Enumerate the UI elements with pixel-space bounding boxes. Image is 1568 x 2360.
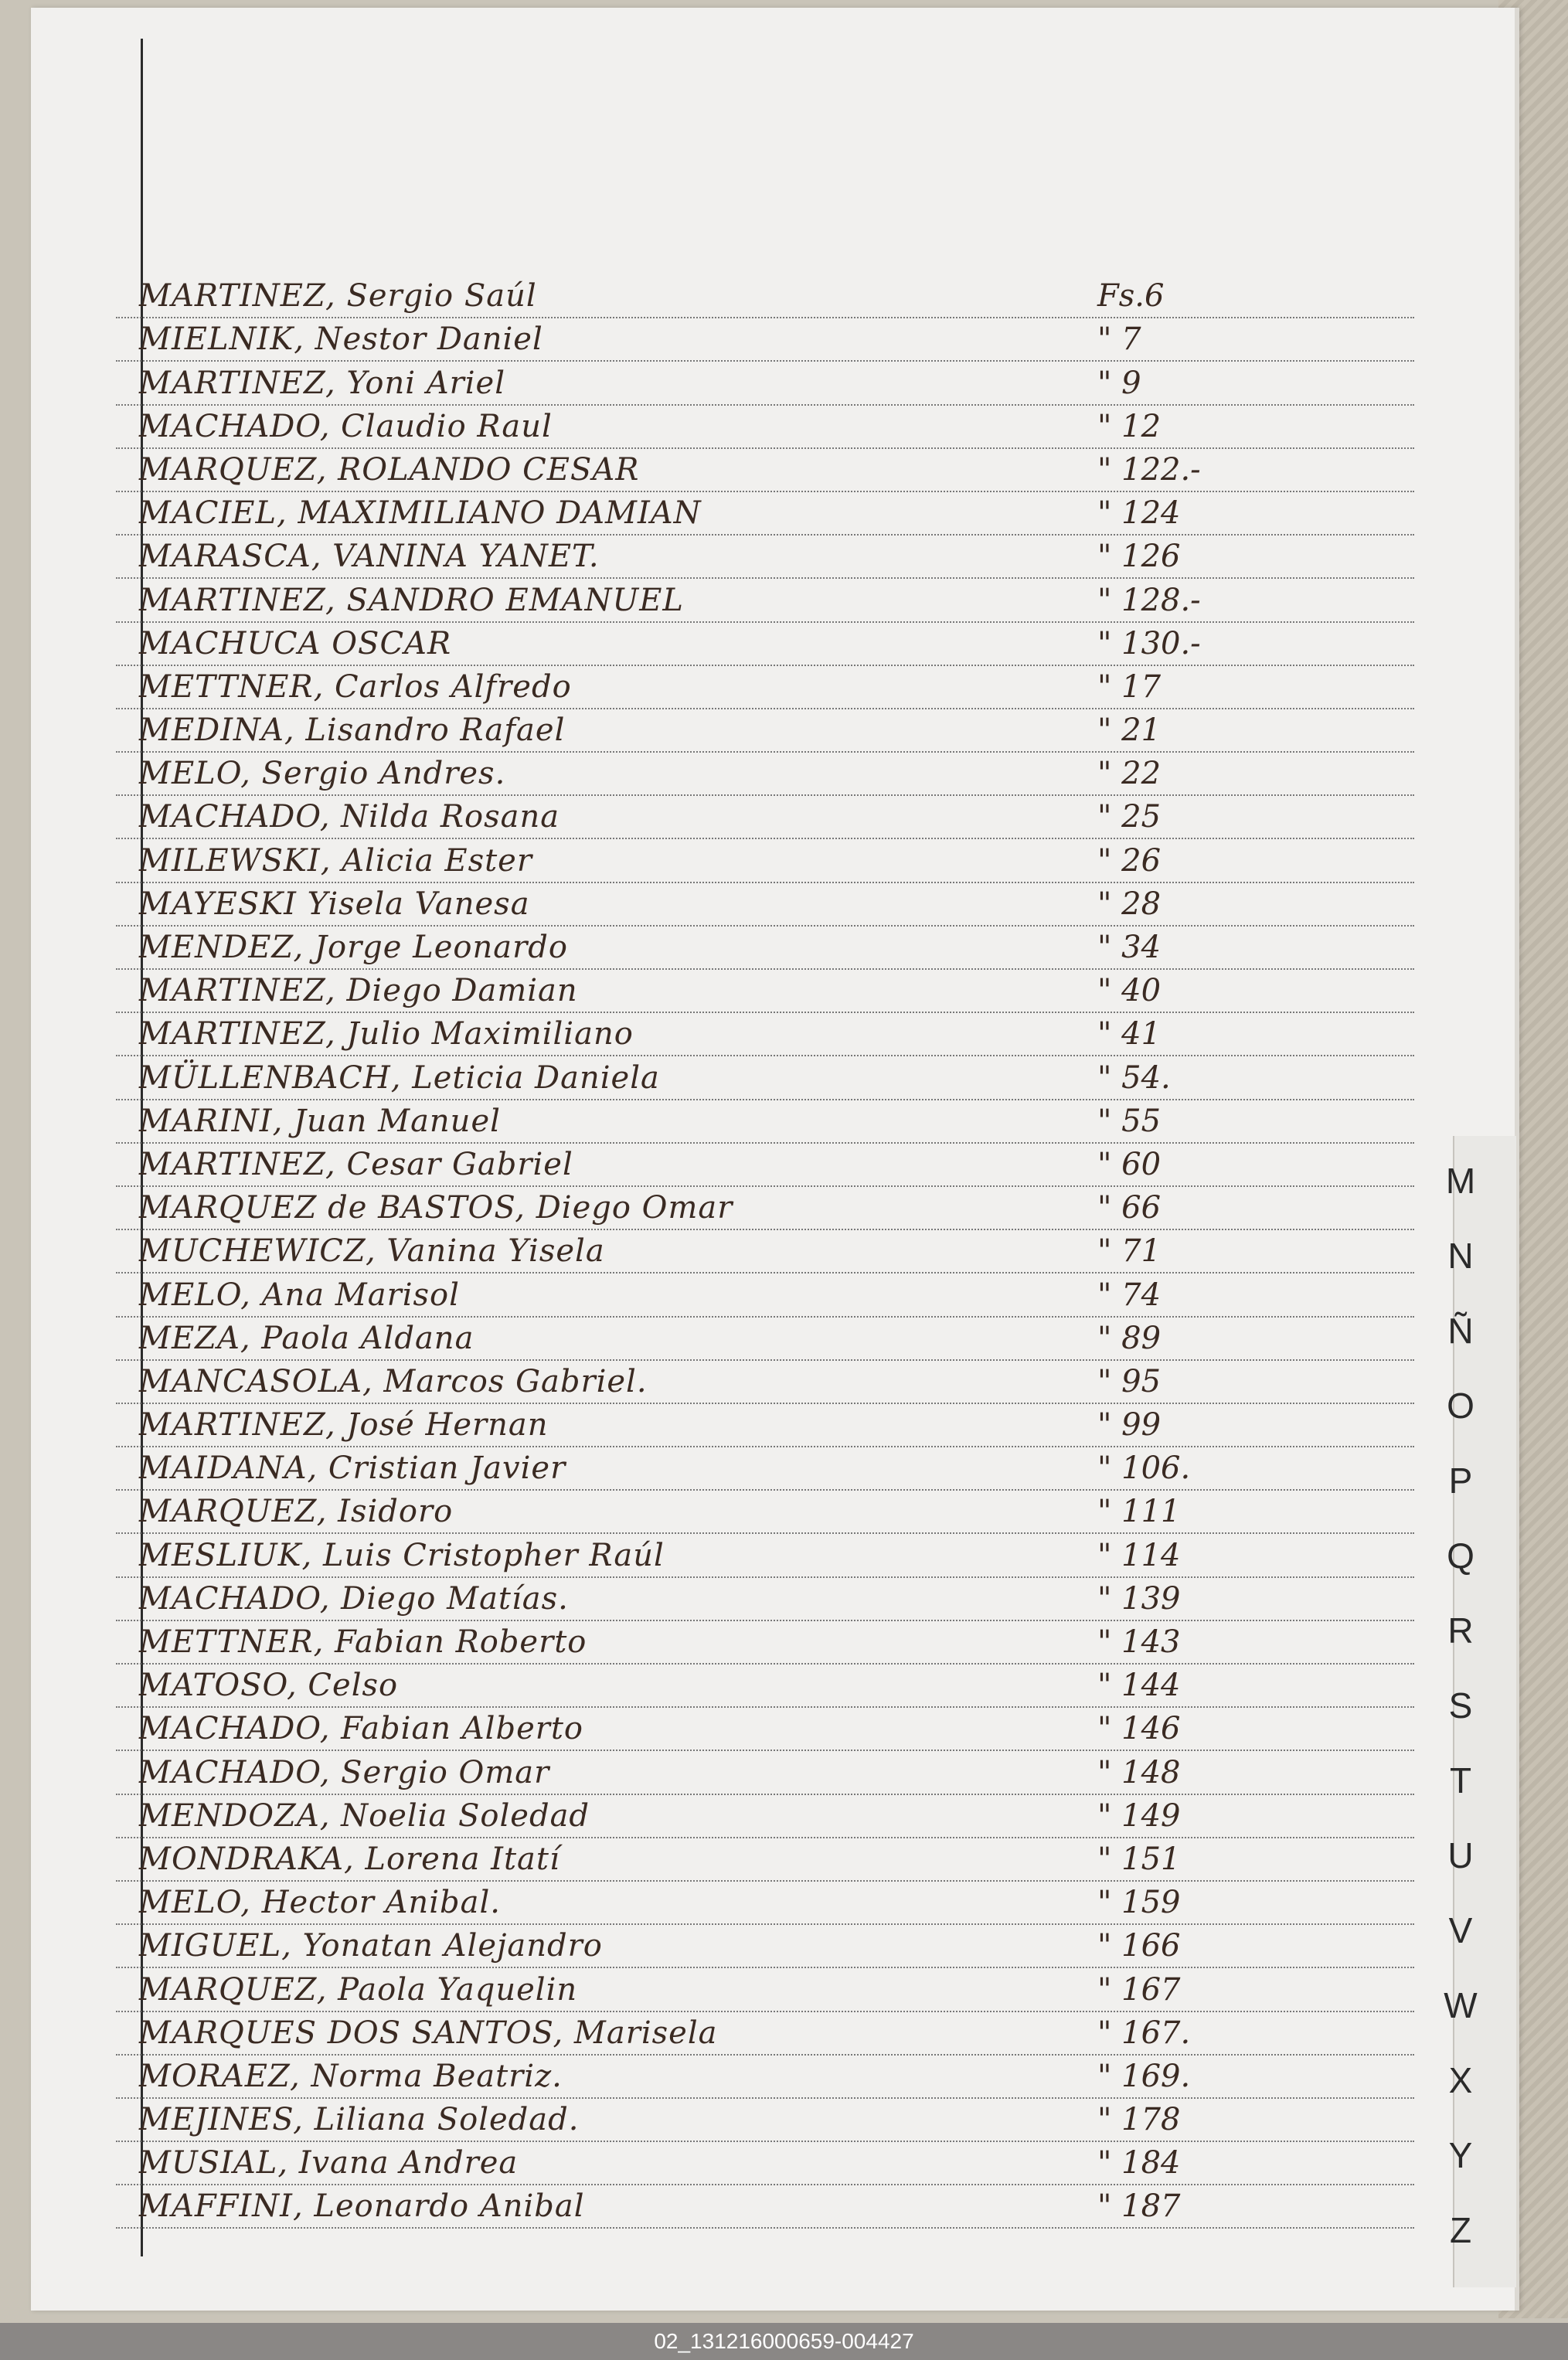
ledger-row xyxy=(116,1925,1414,1968)
ledger-row xyxy=(116,1838,1414,1882)
entry-folio: " 7 xyxy=(1097,321,1141,358)
entry-folio: " 89 xyxy=(1097,1320,1162,1356)
entry-folio: " 122.- xyxy=(1097,451,1201,488)
index-tab-letter[interactable]: Ñ xyxy=(1447,1311,1474,1351)
ledger-row xyxy=(116,2056,1414,2099)
entry-name: METTNER, Carlos Alfredo xyxy=(139,668,572,705)
alphabet-index xyxy=(1437,1144,1484,2268)
entry-name: MARTINEZ, Julio Maximiliano xyxy=(139,1016,634,1052)
ledger-row xyxy=(116,1187,1414,1230)
index-tab-letter[interactable]: X xyxy=(1448,2060,1473,2100)
index-tab-letter[interactable]: U xyxy=(1447,1835,1474,1875)
ledger-row xyxy=(116,1274,1414,1317)
ledger-row xyxy=(116,362,1414,405)
ledger-row xyxy=(116,1013,1414,1056)
entry-name: MONDRAKA, Lorena Itatí xyxy=(139,1841,560,1877)
entry-folio: " 151 xyxy=(1097,1841,1181,1877)
ledger-row xyxy=(116,536,1414,579)
ledger-row xyxy=(116,970,1414,1013)
index-tab-letter[interactable]: Q xyxy=(1447,1535,1474,1576)
entry-name: MIELNIK, Nestor Daniel xyxy=(139,321,543,358)
entry-name: MAFFINI, Leonardo Anibal xyxy=(139,2188,585,2225)
entry-name: MAIDANA, Cristian Javier xyxy=(139,1450,566,1487)
entry-folio: " 128.- xyxy=(1097,582,1201,618)
entry-name: MARTINEZ, Cesar Gabriel xyxy=(139,1146,573,1182)
ledger-row xyxy=(116,1708,1414,1751)
ledger-row xyxy=(116,927,1414,970)
ledger-row xyxy=(116,709,1414,753)
ledger-row xyxy=(116,753,1414,796)
entry-folio: " 26 xyxy=(1097,842,1162,879)
entry-name: MUSIAL, Ivana Andrea xyxy=(139,2145,519,2181)
entry-folio: " 187 xyxy=(1097,2188,1181,2225)
ledger-row xyxy=(116,2142,1414,2185)
ledger-row xyxy=(116,1100,1414,1144)
ledger-row xyxy=(116,275,1414,318)
entry-name: MEJINES, Liliana Soledad. xyxy=(139,2102,580,2138)
entry-name: MACHADO, Claudio Raul xyxy=(139,408,553,444)
index-tab-letter[interactable]: N xyxy=(1447,1236,1474,1276)
entry-folio: " 124 xyxy=(1097,495,1181,532)
entry-folio: " 146 xyxy=(1097,1711,1181,1747)
index-tab-letter[interactable]: M xyxy=(1445,1161,1476,1201)
ledger-row xyxy=(116,1144,1414,1187)
entry-name: MÜLLENBACH, Leticia Daniela xyxy=(139,1059,660,1096)
entry-name: MACIEL, MAXIMILIANO DAMIAN xyxy=(139,495,702,532)
ledger-row xyxy=(116,318,1414,362)
entry-folio: " 54. xyxy=(1097,1059,1171,1096)
entry-name: MIGUEL, Yonatan Alejandro xyxy=(139,1928,603,1964)
ledger-row xyxy=(116,1447,1414,1491)
entry-name: MARQUEZ de BASTOS, Diego Omar xyxy=(139,1190,733,1226)
entry-name: MENDOZA, Noelia Soledad xyxy=(139,1797,590,1834)
entry-folio: " 111 xyxy=(1097,1494,1181,1530)
index-tab-letter[interactable]: S xyxy=(1448,1685,1473,1726)
entry-name: MATOSO, Celso xyxy=(139,1668,399,1704)
ledger-row xyxy=(116,623,1414,666)
ledger-row xyxy=(116,449,1414,492)
entry-name: MARASCA, VANINA YANET. xyxy=(139,539,600,575)
entry-name: MARTINEZ, José Hernan xyxy=(139,1407,549,1444)
entry-folio: " 71 xyxy=(1097,1233,1162,1270)
image-caption: 02_131216000659-004427 xyxy=(0,2323,1568,2360)
entry-folio: " 60 xyxy=(1097,1146,1162,1182)
ledger-row xyxy=(116,796,1414,839)
ledger-row xyxy=(116,1665,1414,1708)
ledger-row xyxy=(116,1056,1414,1100)
ledger-row xyxy=(116,2185,1414,2229)
ledger-row xyxy=(116,1751,1414,1794)
index-tab-letter[interactable]: R xyxy=(1447,1610,1474,1651)
entry-name: MARTINEZ, SANDRO EMANUEL xyxy=(139,582,684,618)
index-tab-letter[interactable]: Y xyxy=(1448,2135,1473,2175)
entry-folio: " 25 xyxy=(1097,799,1162,835)
entry-folio: " 28 xyxy=(1097,886,1162,922)
entry-name: METTNER, Fabian Roberto xyxy=(139,1624,587,1660)
ledger-row xyxy=(116,2012,1414,2056)
entry-name: MARINI, Juan Manuel xyxy=(139,1103,501,1139)
index-tab-letter[interactable]: O xyxy=(1447,1386,1474,1426)
ledger-row xyxy=(116,1795,1414,1838)
ledger-row xyxy=(116,1882,1414,1925)
ledger-row xyxy=(116,579,1414,622)
ledger-row xyxy=(116,1968,1414,2011)
entry-name: MELO, Ana Marisol xyxy=(139,1277,460,1313)
ledger-row xyxy=(116,883,1414,927)
entry-name: MARTINEZ, Sergio Saúl xyxy=(139,278,537,315)
index-tab-letter[interactable]: Z xyxy=(1449,2210,1472,2250)
entry-name: MARQUEZ, ROLANDO CESAR xyxy=(139,451,640,488)
entry-name: MACHUCA OSCAR xyxy=(139,625,452,661)
ledger-row xyxy=(116,666,1414,709)
index-tab-letter[interactable]: W xyxy=(1444,1985,1478,2025)
entry-folio: " 9 xyxy=(1097,365,1141,401)
entry-folio: " 139 xyxy=(1097,1580,1181,1617)
entry-name: MARTINEZ, Yoni Ariel xyxy=(139,365,506,401)
entry-name: MACHADO, Fabian Alberto xyxy=(139,1711,584,1747)
entry-name: MARQUEZ, Isidoro xyxy=(139,1494,454,1530)
entry-folio: " 99 xyxy=(1097,1407,1162,1444)
ledger-row xyxy=(116,1318,1414,1361)
entry-folio: " 169. xyxy=(1097,2058,1191,2094)
entry-name: MAYESKI Yisela Vanesa xyxy=(139,886,530,922)
ledger-row xyxy=(116,1491,1414,1534)
entry-name: MELO, Hector Anibal. xyxy=(139,1885,501,1921)
entry-folio: " 12 xyxy=(1097,408,1162,444)
entry-folio: " 74 xyxy=(1097,1277,1162,1313)
entry-folio: " 167. xyxy=(1097,2015,1191,2051)
entry-folio: " 55 xyxy=(1097,1103,1162,1139)
entry-folio: " 66 xyxy=(1097,1190,1162,1226)
entry-folio: " 178 xyxy=(1097,2102,1181,2138)
entry-name: MACHADO, Sergio Omar xyxy=(139,1754,550,1790)
entry-folio: " 21 xyxy=(1097,712,1162,749)
entry-name: MEDINA, Lisandro Rafael xyxy=(139,712,566,749)
ledger-row xyxy=(116,492,1414,536)
ledger-row xyxy=(116,1534,1414,1577)
entry-name: MELO, Sergio Andres. xyxy=(139,756,506,792)
entry-name: MEZA, Paola Aldana xyxy=(139,1320,474,1356)
entry-name: MESLIUK, Luis Cristopher Raúl xyxy=(139,1537,665,1573)
entry-folio: " 40 xyxy=(1097,973,1162,1009)
entry-folio: " 106. xyxy=(1097,1450,1191,1487)
entry-folio: " 184 xyxy=(1097,2145,1181,2181)
ledger-row xyxy=(116,1230,1414,1274)
entry-name: MACHADO, Diego Matías. xyxy=(139,1580,569,1617)
ledger-row xyxy=(116,1361,1414,1404)
ledger-row xyxy=(116,1404,1414,1447)
entry-name: MORAEZ, Norma Beatriz. xyxy=(139,2058,563,2094)
entry-name: MARTINEZ, Diego Damian xyxy=(139,973,578,1009)
entry-name: MENDEZ, Jorge Leonardo xyxy=(139,930,568,965)
entry-folio: " 114 xyxy=(1097,1537,1181,1573)
entry-folio: " 130.- xyxy=(1097,625,1201,661)
ledger-row xyxy=(116,1621,1414,1665)
entry-folio: " 149 xyxy=(1097,1797,1181,1834)
index-tab-letter[interactable]: T xyxy=(1449,1760,1472,1801)
entry-folio: " 41 xyxy=(1097,1016,1162,1052)
entry-name: MARQUEZ, Paola Yaquelin xyxy=(139,1971,578,2008)
ledger-row xyxy=(116,839,1414,882)
entry-folio: " 148 xyxy=(1097,1754,1181,1790)
ledger-row xyxy=(116,1578,1414,1621)
entry-folio: " 95 xyxy=(1097,1363,1162,1399)
entry-folio: " 34 xyxy=(1097,930,1162,965)
entry-folio: " 126 xyxy=(1097,539,1181,575)
entry-folio: " 144 xyxy=(1097,1668,1181,1704)
index-tab-letter[interactable]: P xyxy=(1448,1461,1473,1501)
entry-folio: " 22 xyxy=(1097,756,1162,792)
entry-folio: " 166 xyxy=(1097,1928,1181,1964)
entry-folio: Fs.6 xyxy=(1097,278,1165,315)
entries-list xyxy=(116,275,1414,2229)
entry-folio: " 143 xyxy=(1097,1624,1181,1660)
entry-name: MARQUES DOS SANTOS, Marisela xyxy=(139,2015,718,2051)
ledger-row xyxy=(116,2099,1414,2142)
entry-folio: " 159 xyxy=(1097,1885,1181,1921)
index-tab-letter[interactable]: V xyxy=(1448,1910,1473,1950)
ledger-row xyxy=(116,406,1414,449)
entry-folio: " 17 xyxy=(1097,668,1162,705)
entry-name: MUCHEWICZ, Vanina Yisela xyxy=(139,1233,605,1270)
entry-name: MANCASOLA, Marcos Gabriel. xyxy=(139,1363,648,1399)
entry-name: MACHADO, Nilda Rosana xyxy=(139,799,560,835)
entry-name: MILEWSKI, Alicia Ester xyxy=(139,842,532,879)
entry-folio: " 167 xyxy=(1097,1971,1181,2008)
